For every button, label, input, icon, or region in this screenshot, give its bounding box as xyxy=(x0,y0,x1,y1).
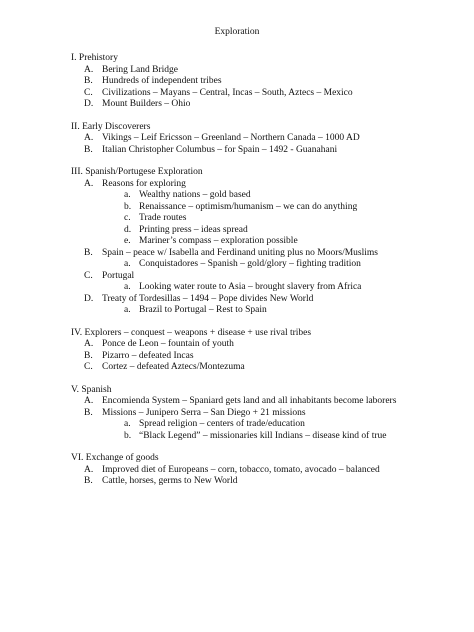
outline-item xyxy=(71,408,471,420)
outline-item-text: Pizarro – defeated Incas xyxy=(102,350,194,361)
outline-subitem-marker: d. xyxy=(124,224,132,235)
outline-subitem xyxy=(71,225,471,237)
outline-subitem-marker: b. xyxy=(124,201,132,212)
outline-item xyxy=(71,351,471,363)
outline-subitem-text: Spread religion – centers of trade/education xyxy=(139,419,305,429)
outline-item xyxy=(71,76,471,88)
outline-subitem-text: Mariner’s compass – exploration possible xyxy=(139,236,298,246)
outline-section xyxy=(71,167,471,317)
outline-item-text: Ponce de Leon – fountain of youth xyxy=(102,339,234,349)
outline xyxy=(71,53,471,499)
outline-item-text: Treaty of Tordesillas – 1494 – Pope divides New World xyxy=(102,293,314,304)
outline-item-marker: B. xyxy=(84,144,93,155)
outline-subitem-text: “Black Legend” – missionaries kill Indians – disease kind of true xyxy=(139,430,387,441)
outline-item-text: Spain – peace w/ Isabella and Ferdinand uniting plus no Moors/Muslims xyxy=(102,247,378,258)
outline-item xyxy=(71,145,471,157)
section-heading-text: V. Spanish xyxy=(71,384,112,395)
outline-item xyxy=(71,294,471,306)
outline-item-text: Encomienda System – Spaniard gets land and all inhabitants become laborers xyxy=(102,396,397,406)
outline-item-marker: A. xyxy=(84,133,94,143)
section-heading xyxy=(71,328,471,340)
outline-subitem-marker: c. xyxy=(124,213,131,223)
outline-subitem-marker: a. xyxy=(124,305,131,315)
outline-item-text: Hundreds of independent tribes xyxy=(102,76,222,86)
outline-item xyxy=(71,362,471,374)
outline-subitem-text: Looking water route to Asia – brought slavery from Africa xyxy=(139,282,362,292)
outline-subitem xyxy=(71,305,471,317)
outline-item xyxy=(71,339,471,351)
outline-subitem xyxy=(71,213,471,225)
outline-subitem-marker: a. xyxy=(124,282,131,292)
outline-item-marker: A. xyxy=(84,178,94,189)
section-heading xyxy=(71,53,471,65)
outline-item xyxy=(71,65,471,77)
outline-subitem xyxy=(71,236,471,248)
outline-item-marker: B. xyxy=(84,476,93,486)
outline-item-marker: A. xyxy=(84,464,94,475)
outline-item-marker: D. xyxy=(84,293,94,304)
outline-section xyxy=(71,385,471,443)
outline-item-marker: B. xyxy=(84,350,93,361)
outline-section xyxy=(71,53,471,111)
outline-item-text: Missions – Junipero Serra – San Diego + 21 missions xyxy=(102,407,306,418)
outline-item-marker: C. xyxy=(84,362,93,372)
section-heading-text: I. Prehistory xyxy=(71,53,118,63)
outline-subitem-text: Trade routes xyxy=(139,213,187,223)
section-heading xyxy=(71,167,471,179)
outline-item xyxy=(71,99,471,111)
outline-subitem-text: Brazil to Portugal – Rest to Spain xyxy=(139,305,267,315)
outline-item-marker: D. xyxy=(84,99,94,109)
outline-subitem-text: Renaissance – optimism/humanism – we can do anything xyxy=(139,201,358,212)
outline-item-text: Bering Land Bridge xyxy=(102,64,178,75)
outline-item-text: Italian Christopher Columbus – for Spain – 1492 - Guanahani xyxy=(102,144,338,155)
outline-subitem xyxy=(71,202,471,214)
section-heading-text: II. Early Discoverers xyxy=(71,121,151,132)
outline-item xyxy=(71,271,471,283)
outline-subitem-marker: a. xyxy=(124,259,131,269)
outline-item-text: Improved diet of Europeans – corn, tobacco, tomato, avocado – balanced xyxy=(102,464,380,475)
outline-subitem-text: Wealthy nations – gold based xyxy=(139,190,251,200)
outline-item-marker: C. xyxy=(84,270,93,281)
outline-subitem-marker: a. xyxy=(124,190,131,200)
outline-item xyxy=(71,179,471,191)
outline-subitem xyxy=(71,282,471,294)
section-heading xyxy=(71,385,471,397)
outline-item-marker: A. xyxy=(84,64,94,75)
outline-subitem xyxy=(71,190,471,202)
outline-item-marker: B. xyxy=(84,76,93,86)
outline-item xyxy=(71,396,471,408)
outline-section xyxy=(71,328,471,374)
section-heading xyxy=(71,122,471,134)
outline-item-marker: B. xyxy=(84,407,93,418)
outline-item-text: Portugal xyxy=(102,270,135,281)
outline-subitem-marker: a. xyxy=(124,419,131,429)
outline-subitem-marker: b. xyxy=(124,430,132,441)
outline-subitem-text: Printing press – ideas spread xyxy=(139,224,248,235)
outline-item xyxy=(71,476,471,488)
outline-subitem-text: Conquistadores – Spanish – gold/glory – fighting tradition xyxy=(139,259,361,269)
outline-item-marker: A. xyxy=(84,339,94,349)
section-heading-text: IV. Explorers – conquest – weapons + disease + use rival tribes xyxy=(71,327,312,338)
outline-item-text: Cortez – defeated Aztecs/Montezuma xyxy=(102,362,245,372)
outline-section xyxy=(71,122,471,157)
section-heading xyxy=(71,453,471,465)
outline-item-text: Civilizations – Mayans – Central, Incas – South, Aztecs – Mexico xyxy=(102,87,353,98)
section-heading-text: III. Spanish/Portugese Exploration xyxy=(71,167,203,177)
outline-subitem xyxy=(71,431,471,443)
outline-section xyxy=(71,453,471,488)
outline-item-marker: C. xyxy=(84,87,93,98)
section-heading-text: VI. Exchange of goods xyxy=(71,453,159,463)
outline-subitem xyxy=(71,419,471,431)
outline-item xyxy=(71,88,471,100)
outline-subitem-marker: e. xyxy=(124,236,131,246)
outline-item-marker: A. xyxy=(84,396,94,406)
outline-item xyxy=(71,133,471,145)
outline-item-text: Reasons for exploring xyxy=(102,178,186,189)
document-title: Exploration xyxy=(214,27,260,37)
outline-item xyxy=(71,465,471,477)
outline-item xyxy=(71,248,471,260)
outline-subitem xyxy=(71,259,471,271)
outline-item-text: Mount Builders – Ohio xyxy=(102,99,191,109)
outline-item-text: Cattle, horses, germs to New World xyxy=(102,476,238,486)
outline-item-text: Vikings – Leif Ericsson – Greenland – Northern Canada – 1000 AD xyxy=(102,133,360,143)
outline-item-marker: B. xyxy=(84,247,93,258)
